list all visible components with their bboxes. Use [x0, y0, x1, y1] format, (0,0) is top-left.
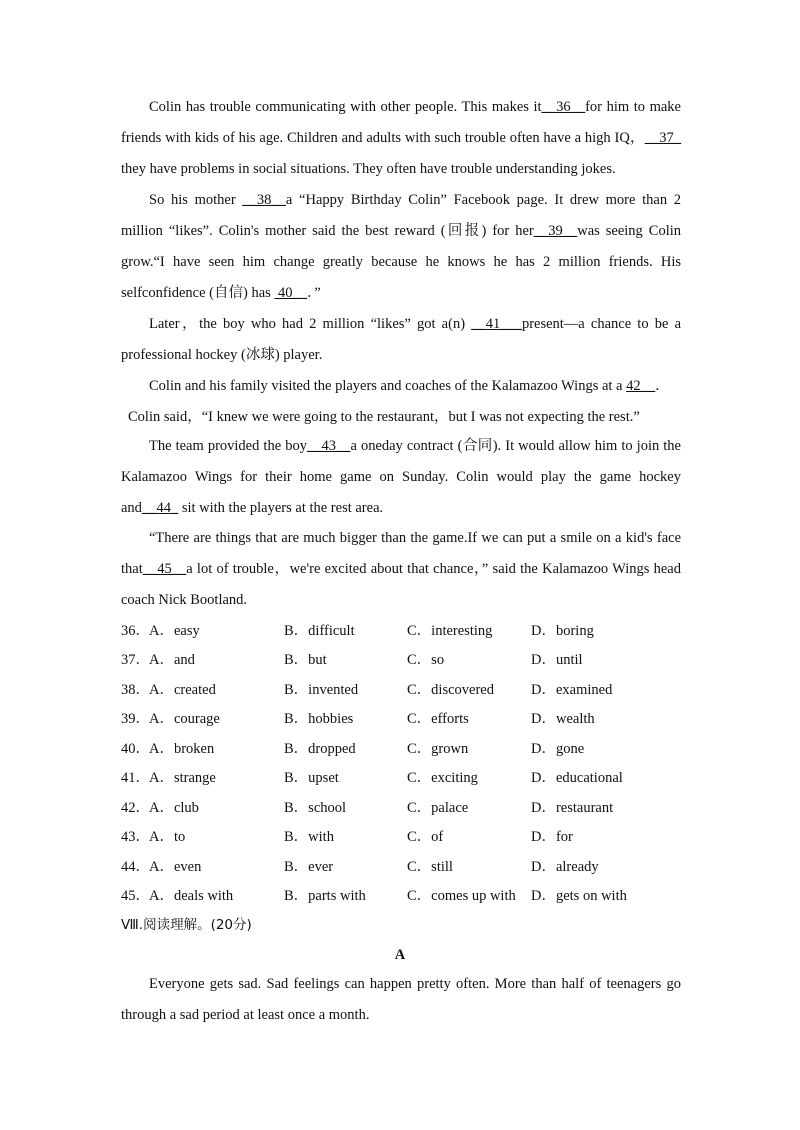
option-b: B．parts with — [284, 888, 366, 904]
paragraph-text: ．” — [307, 285, 321, 301]
paragraph-text: So his mother — [149, 192, 243, 208]
passage-title: A — [394, 947, 406, 963]
paragraph-text: for him to make friends with kids of his age. Children and adults with such trouble often have a high IQ， — [121, 99, 681, 146]
blank-44: __44_ — [141, 500, 179, 516]
option-d: D．already — [531, 859, 599, 875]
question-number: 42． — [121, 800, 150, 816]
passage-paragraph-2 — [121, 185, 681, 309]
option-row-38 — [121, 675, 681, 705]
option-a: A．deals with — [149, 888, 234, 904]
paragraph-text: Everyone gets sad. Sad feelings can happen pretty often. More than half of teenagers go through a sad period at least once a month. — [121, 976, 681, 1023]
option-c: C．of — [407, 829, 444, 845]
question-number: 40． — [121, 741, 150, 757]
option-d: D．educational — [531, 770, 623, 786]
blank-43: __43__ — [306, 438, 351, 454]
blank-41: __41___ — [471, 316, 522, 332]
option-c: C．discovered — [407, 682, 494, 698]
paragraph-text: a lot of trouble，we're excited about that chance，” said the Kalamazoo Wings head coach Nick Bootland. — [121, 561, 681, 608]
option-c: C．interesting — [407, 623, 493, 639]
passage-paragraph-1 — [121, 92, 681, 185]
option-b: B．upset — [284, 770, 339, 786]
blank-38: __38__ — [242, 192, 286, 208]
paragraph-text: they have problems in social situations. They often have trouble understanding jokes. — [121, 161, 616, 177]
option-b: B．difficult — [284, 623, 355, 639]
question-number: 41． — [121, 770, 150, 786]
option-row-41 — [121, 763, 681, 793]
option-c: C．grown — [407, 741, 469, 757]
option-row-40 — [121, 734, 681, 764]
blank-36: __36__ — [541, 99, 586, 115]
option-c: C．so — [407, 652, 445, 668]
option-a: A．even — [149, 859, 202, 875]
paragraph-text: Colin and his family visited the players and coaches of the Kalamazoo Wings at a — [149, 378, 627, 394]
option-c: C．efforts — [407, 711, 469, 727]
reading-paragraph-1 — [121, 969, 681, 1031]
option-b: B．hobbies — [284, 711, 354, 727]
paragraph-text: “There are things that are much bigger than the game.If we can put a smile on a kid's face that — [121, 530, 681, 577]
question-number: 37． — [121, 652, 150, 668]
question-number: 44． — [121, 859, 150, 875]
option-row-45 — [121, 881, 681, 911]
blank-39: __39__ — [533, 223, 578, 239]
blank-45: __45__ — [142, 561, 187, 577]
option-row-42 — [121, 793, 681, 823]
option-b: B．invented — [284, 682, 359, 698]
paragraph-text: Colin has trouble communicating with other people. This makes it — [149, 99, 542, 115]
option-a: A．strange — [149, 770, 216, 786]
option-d: D．examined — [531, 682, 613, 698]
option-d: D．wealth — [531, 711, 595, 727]
blank-40: 40__ — [274, 285, 308, 301]
option-a: A．broken — [149, 741, 215, 757]
passage-paragraph-3 — [121, 309, 681, 371]
passage-paragraph-5 — [121, 431, 681, 524]
option-a: A．to — [149, 829, 186, 845]
paragraph-text: a “Happy Birthday Colin” Facebook page. It drew more than 2 million “likes”. Colin's mother said the best reward (回报) for her — [121, 192, 682, 239]
passage-paragraph-6 — [121, 523, 681, 616]
option-b: B．with — [284, 829, 334, 845]
option-a: A．club — [149, 800, 199, 816]
option-c: C．comes up with — [407, 888, 516, 904]
paragraph-text: present—a chance to be a professional hockey (冰球) player. — [121, 316, 682, 363]
paragraph-text: sit with the players at the rest area. — [178, 500, 384, 516]
option-c: C．exciting — [407, 770, 478, 786]
option-d: D．until — [531, 652, 583, 668]
question-number: 39． — [121, 711, 150, 727]
option-d: D．gets on with — [531, 888, 627, 904]
option-row-39 — [121, 704, 681, 734]
option-d: D．gone — [531, 741, 585, 757]
option-row-37 — [121, 645, 681, 675]
option-a: A．easy — [149, 623, 200, 639]
question-number: 45． — [121, 888, 150, 904]
paragraph-text: Later，the boy who had 2 million “likes” got a(n) — [149, 316, 472, 332]
option-row-44 — [121, 852, 681, 882]
option-a: A．courage — [149, 711, 220, 727]
option-c: C．still — [407, 859, 453, 875]
option-row-36 — [121, 616, 681, 646]
question-number: 36． — [121, 623, 150, 639]
option-row-43 — [121, 822, 681, 852]
paragraph-text: a oneday contract (合同). It would allow him to join the Kalamazoo Wings for their home game on Sunday. Colin would play the game hockey and — [121, 438, 681, 516]
blank-37: __37_ — [644, 130, 681, 146]
passage-paragraph-4 — [121, 371, 681, 402]
paragraph-text: was seeing Colin grow.“I have seen him change greatly because he knows he has 2 million friends. His selfconfidence (自信) has — [121, 223, 681, 301]
question-number: 43． — [121, 829, 150, 845]
question-number: 38． — [121, 682, 150, 698]
option-d: D．restaurant — [531, 800, 614, 816]
paragraph-text: The team provided the boy — [149, 438, 307, 454]
passage-paragraph-4-quote: Colin said，“I knew we were going to the restaurant，but I was not expecting the rest.” — [128, 409, 640, 425]
option-b: B．but — [284, 652, 327, 668]
blank-42: 42__ — [626, 378, 656, 394]
option-a: A．and — [149, 652, 195, 668]
option-b: B．ever — [284, 859, 334, 875]
option-c: C．palace — [407, 800, 469, 816]
paragraph-text: ． — [655, 378, 670, 394]
option-b: B．dropped — [284, 741, 356, 757]
option-b: B．school — [284, 800, 347, 816]
option-d: D．for — [531, 829, 573, 845]
option-d: D．boring — [531, 623, 594, 639]
option-a: A．created — [149, 682, 216, 698]
section-heading: Ⅷ.阅读理解。(20分) — [121, 917, 252, 933]
